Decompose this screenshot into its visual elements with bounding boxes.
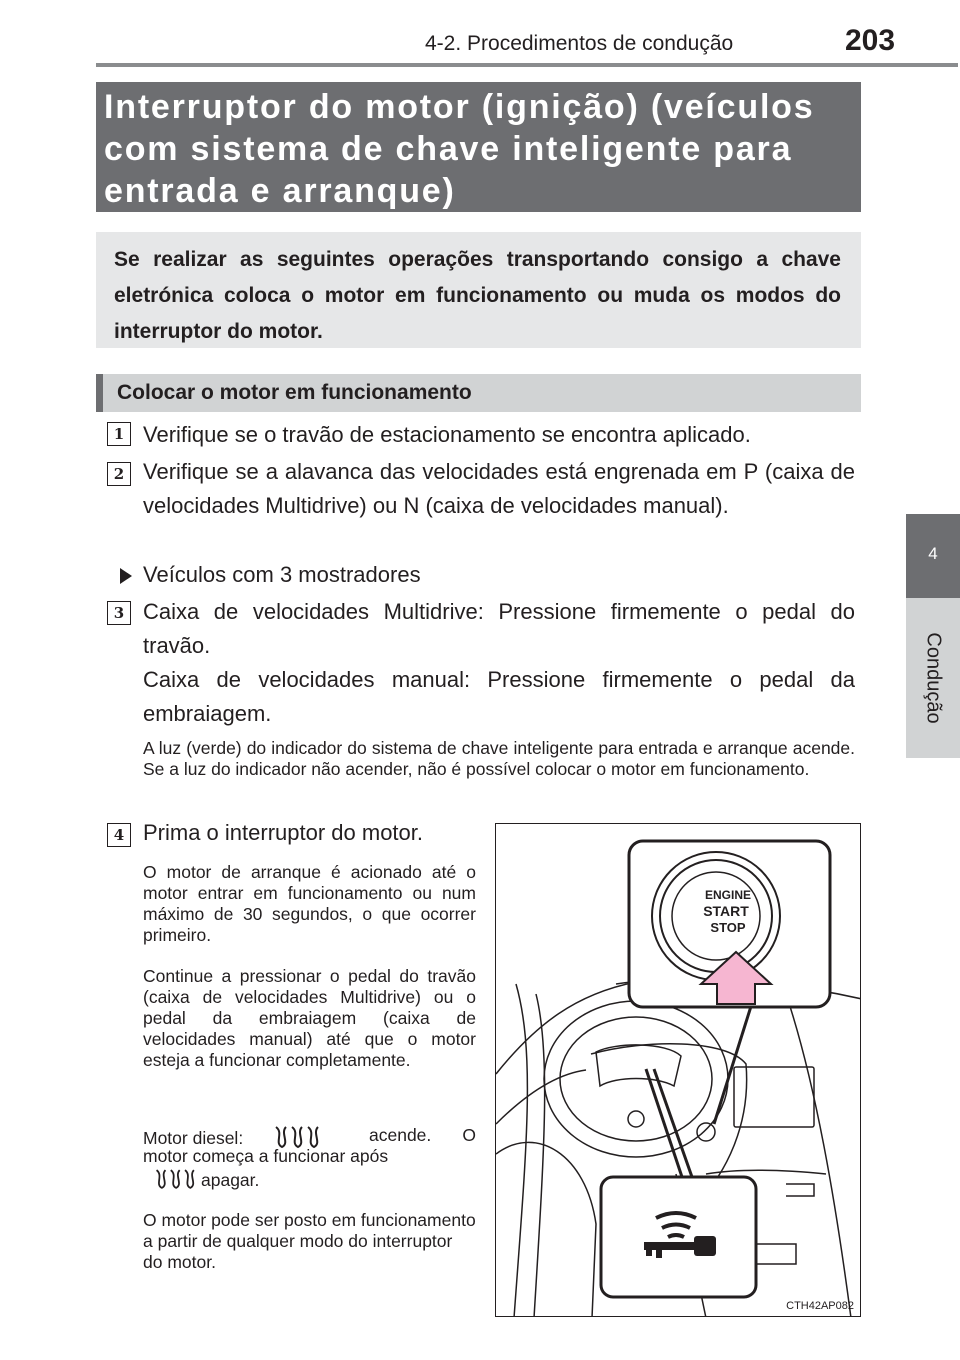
step-4-note-1: O motor de arranque é acionado até o motor entrar em funcionamento ou num máximo de 30 segundos, o que ocorrer primeiro.	[143, 862, 476, 945]
header-rule	[96, 63, 958, 67]
chapter-tab	[906, 514, 960, 598]
step-number-3: 3	[107, 601, 131, 625]
chapter-number: 4	[928, 544, 938, 563]
subheading: Colocar o motor em funcionamento	[96, 374, 861, 412]
glow-plug-icon	[153, 1168, 201, 1195]
step-number-1: 1	[107, 422, 131, 446]
step-4-note-2: Continue a pressionar o pedal do travão (caixa de velocidades Multidrive) ou o pedal da embraiagem (caixa de velocidades manual) até que o motor esteja a funcionar completamente.	[143, 966, 476, 1070]
page-number: 203	[845, 24, 896, 57]
triangle-bullet-icon	[115, 565, 137, 587]
step-4-text: Prima o interruptor do motor.	[143, 820, 424, 845]
step-4-note-3: O motor pode ser posto em funcionamento a partir de qualquer modo do interruptor do motor.	[143, 1210, 476, 1272]
step-number-4: 4	[107, 823, 131, 847]
button-label-engine: ENGINE	[704, 888, 752, 902]
section-title	[96, 82, 861, 212]
chapter-label-tab	[906, 598, 960, 758]
intro-summary: Se realizar as seguintes operações transportando consigo a chave eletrónica coloca o motor em funcionamento ou muda os modos do interruptor do motor.	[96, 232, 861, 348]
step-3-text-manual: Caixa de velocidades manual: Pressione firmemente o pedal da embraiagem.	[143, 667, 855, 726]
step-4-diesel-line-3	[143, 1168, 476, 1192]
vehicle-condition: Veículos com 3 mostradores	[143, 562, 421, 587]
step-3-text-multidrive: Caixa de velocidades Multidrive: Pressione firmemente o pedal do travão.	[143, 599, 855, 658]
engine-start-figure	[495, 823, 861, 1317]
button-label-stop: STOP	[710, 920, 746, 935]
diesel-text-c: apagar.	[201, 1170, 260, 1190]
step-1-text: Verifique se o travão de estacionamento se encontra aplicado.	[143, 422, 751, 447]
title-line: Interruptor do motor (ignição) (veículos	[104, 88, 815, 126]
diesel-text-b: acende. O motor começa a funcionar após	[143, 1125, 476, 1166]
title-line: entrada e arranque)	[104, 172, 456, 210]
button-label-start: START	[703, 903, 749, 919]
figure-code: CTH42AP082	[786, 1300, 854, 1312]
diesel-label: Motor diesel:	[143, 1128, 244, 1149]
step-2-text: Verifique se a alavanca das velocidades está engrenada em P (caixa de velocidades Multidrive) ou N (caixa de velocidades manual).	[143, 459, 855, 518]
step-3-note: A luz (verde) do indicador do sistema de chave inteligente para entrada e arranque acende. Se a luz do indicador não acender, não é possível colocar o motor em funcionamento.	[143, 738, 855, 779]
title-line: com sistema de chave inteligente para	[104, 130, 793, 168]
running-header-section: 4-2. Procedimentos de condução	[425, 32, 734, 55]
dashboard-illustration	[496, 824, 861, 1317]
chapter-label: Condução	[922, 632, 945, 724]
step-number-2: 2	[107, 462, 131, 486]
